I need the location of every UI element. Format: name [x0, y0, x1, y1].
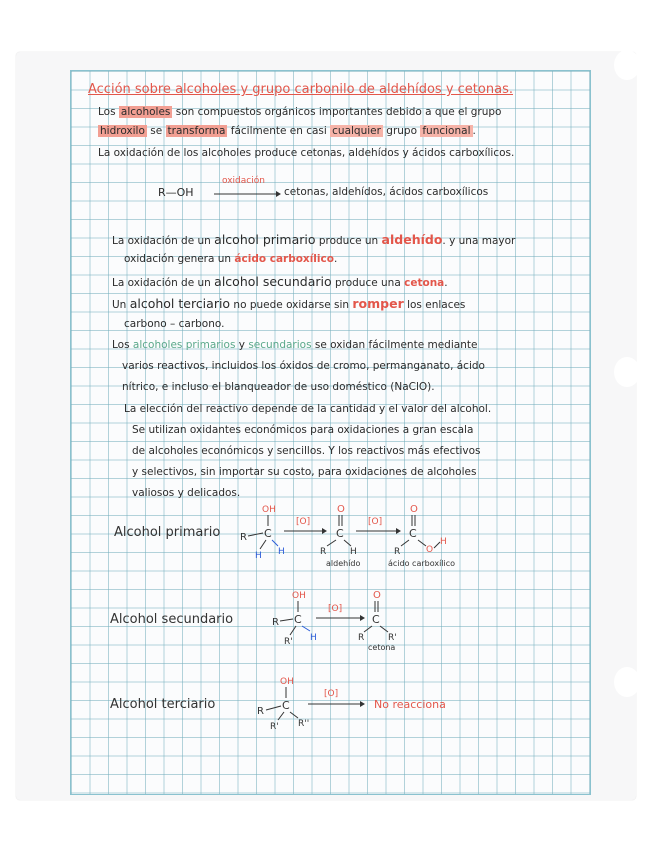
svg-text:R': R' [284, 637, 293, 647]
highlight: transforma [167, 125, 226, 137]
paragraph-line: Los alcoholes son compuestos orgánicos importantes debido a que el grupo [98, 106, 502, 118]
statement-line: valiosos y delicados. [132, 487, 241, 499]
svg-text:R: R [394, 547, 401, 557]
diagram-label-primary: Alcohol primario [114, 525, 221, 540]
svg-text:R: R [320, 547, 327, 557]
page-title: Acción sobre alcoholes y grupo carbonilo de aldehídos y cetonas. [88, 82, 513, 97]
svg-text:R': R' [270, 722, 279, 732]
svg-text:R: R [257, 706, 264, 717]
svg-text:O: O [410, 504, 418, 515]
statement-line: Se utilizan oxidantes económicos para oxidaciones a gran escala [132, 424, 474, 436]
primary-alcohol-diagram [238, 502, 478, 572]
svg-text:H: H [278, 547, 285, 557]
binder-hole [614, 357, 640, 387]
reaction-reactant: R—OH [158, 186, 194, 199]
svg-text:C: C [282, 699, 290, 712]
highlight: cualquier [332, 125, 381, 137]
svg-text:O: O [337, 504, 345, 515]
oh-group: OH [262, 505, 276, 515]
reaction-arrow [212, 189, 282, 199]
statement-line: y selectivos, sin importar su costo, para oxidaciones de alcoholes [132, 466, 477, 478]
svg-text:C: C [409, 527, 417, 540]
binder-hole [614, 50, 640, 80]
binder-hole [614, 667, 640, 697]
statement-line: La oxidación de un alcohol secundario produce una cetona. [112, 274, 448, 289]
svg-text:C: C [336, 527, 344, 540]
oh-group: OH [280, 677, 294, 687]
highlight: hidroxilo [100, 125, 145, 137]
oxidant-label: [O] [324, 689, 339, 699]
svg-text:O: O [373, 590, 381, 601]
svg-text:R: R [358, 633, 365, 643]
paragraph-line: hidroxilo se transforma fácilmente en casi cualquier grupo funcional . [100, 125, 476, 137]
svg-text:H: H [440, 537, 447, 547]
no-reaction-label: No reacciona [374, 698, 446, 711]
svg-text:C: C [372, 613, 380, 626]
svg-text:R': R' [388, 633, 397, 643]
statement-line: La elección del reactivo depende de la cantidad y el valor del alcohol. [124, 403, 492, 415]
secondary-alcohol-diagram [270, 588, 420, 654]
acid-label: ácido carboxílico [388, 559, 456, 568]
svg-text:R'': R'' [298, 719, 310, 729]
diagram-label-tertiary: Alcohol terciario [110, 697, 216, 712]
diagram-label-secondary: Alcohol secundario [110, 612, 234, 627]
highlight: alcoholes [120, 106, 171, 118]
oxidant-label: [O] [368, 517, 383, 527]
svg-text:H: H [255, 551, 262, 561]
svg-text:C: C [264, 527, 272, 540]
svg-text:R: R [240, 532, 247, 543]
svg-text:O: O [426, 545, 434, 555]
svg-text:H: H [350, 547, 357, 557]
statement-line: de alcoholes económicos y sencillos. Y los reactivos más efectivos [132, 445, 481, 457]
statement-line: varios reactivos, incluidos los óxidos de cromo, permanganato, ácido [122, 360, 485, 372]
paragraph-line: La oxidación de los alcoholes produce cetonas, aldehídos y ácidos carboxílicos. [98, 147, 515, 159]
svg-text:H: H [310, 633, 317, 643]
highlight: funcional [422, 125, 471, 137]
oh-group: OH [292, 591, 306, 601]
aldehyde-label: aldehído [326, 559, 361, 568]
statement-line: La oxidación de un alcohol primario produce un aldehído. y una mayor [112, 232, 516, 247]
oxidant-label: [O] [296, 517, 311, 527]
statement-line: nítrico, e incluso el blanqueador de uso doméstico (NaClO). [122, 381, 435, 393]
reaction-arrow-label: oxidación [222, 176, 265, 186]
statement-line: oxidación genera un ácido carboxílico. [124, 253, 338, 265]
tertiary-alcohol-diagram [254, 674, 474, 732]
reaction-products: cetonas, aldehídos, ácidos carboxílicos [284, 186, 489, 198]
statement-line: Un alcohol terciario no puede oxidarse sin romper los enlaces [112, 296, 466, 311]
svg-text:C: C [294, 613, 302, 626]
statement-line: Los alcoholes primarios y secundarios se oxidan fácilmente mediante [112, 339, 478, 351]
statement-line: carbono – carbono. [124, 318, 225, 330]
oxidant-label: [O] [328, 604, 343, 614]
ketone-label: cetona [368, 643, 396, 652]
svg-text:R: R [272, 617, 279, 628]
